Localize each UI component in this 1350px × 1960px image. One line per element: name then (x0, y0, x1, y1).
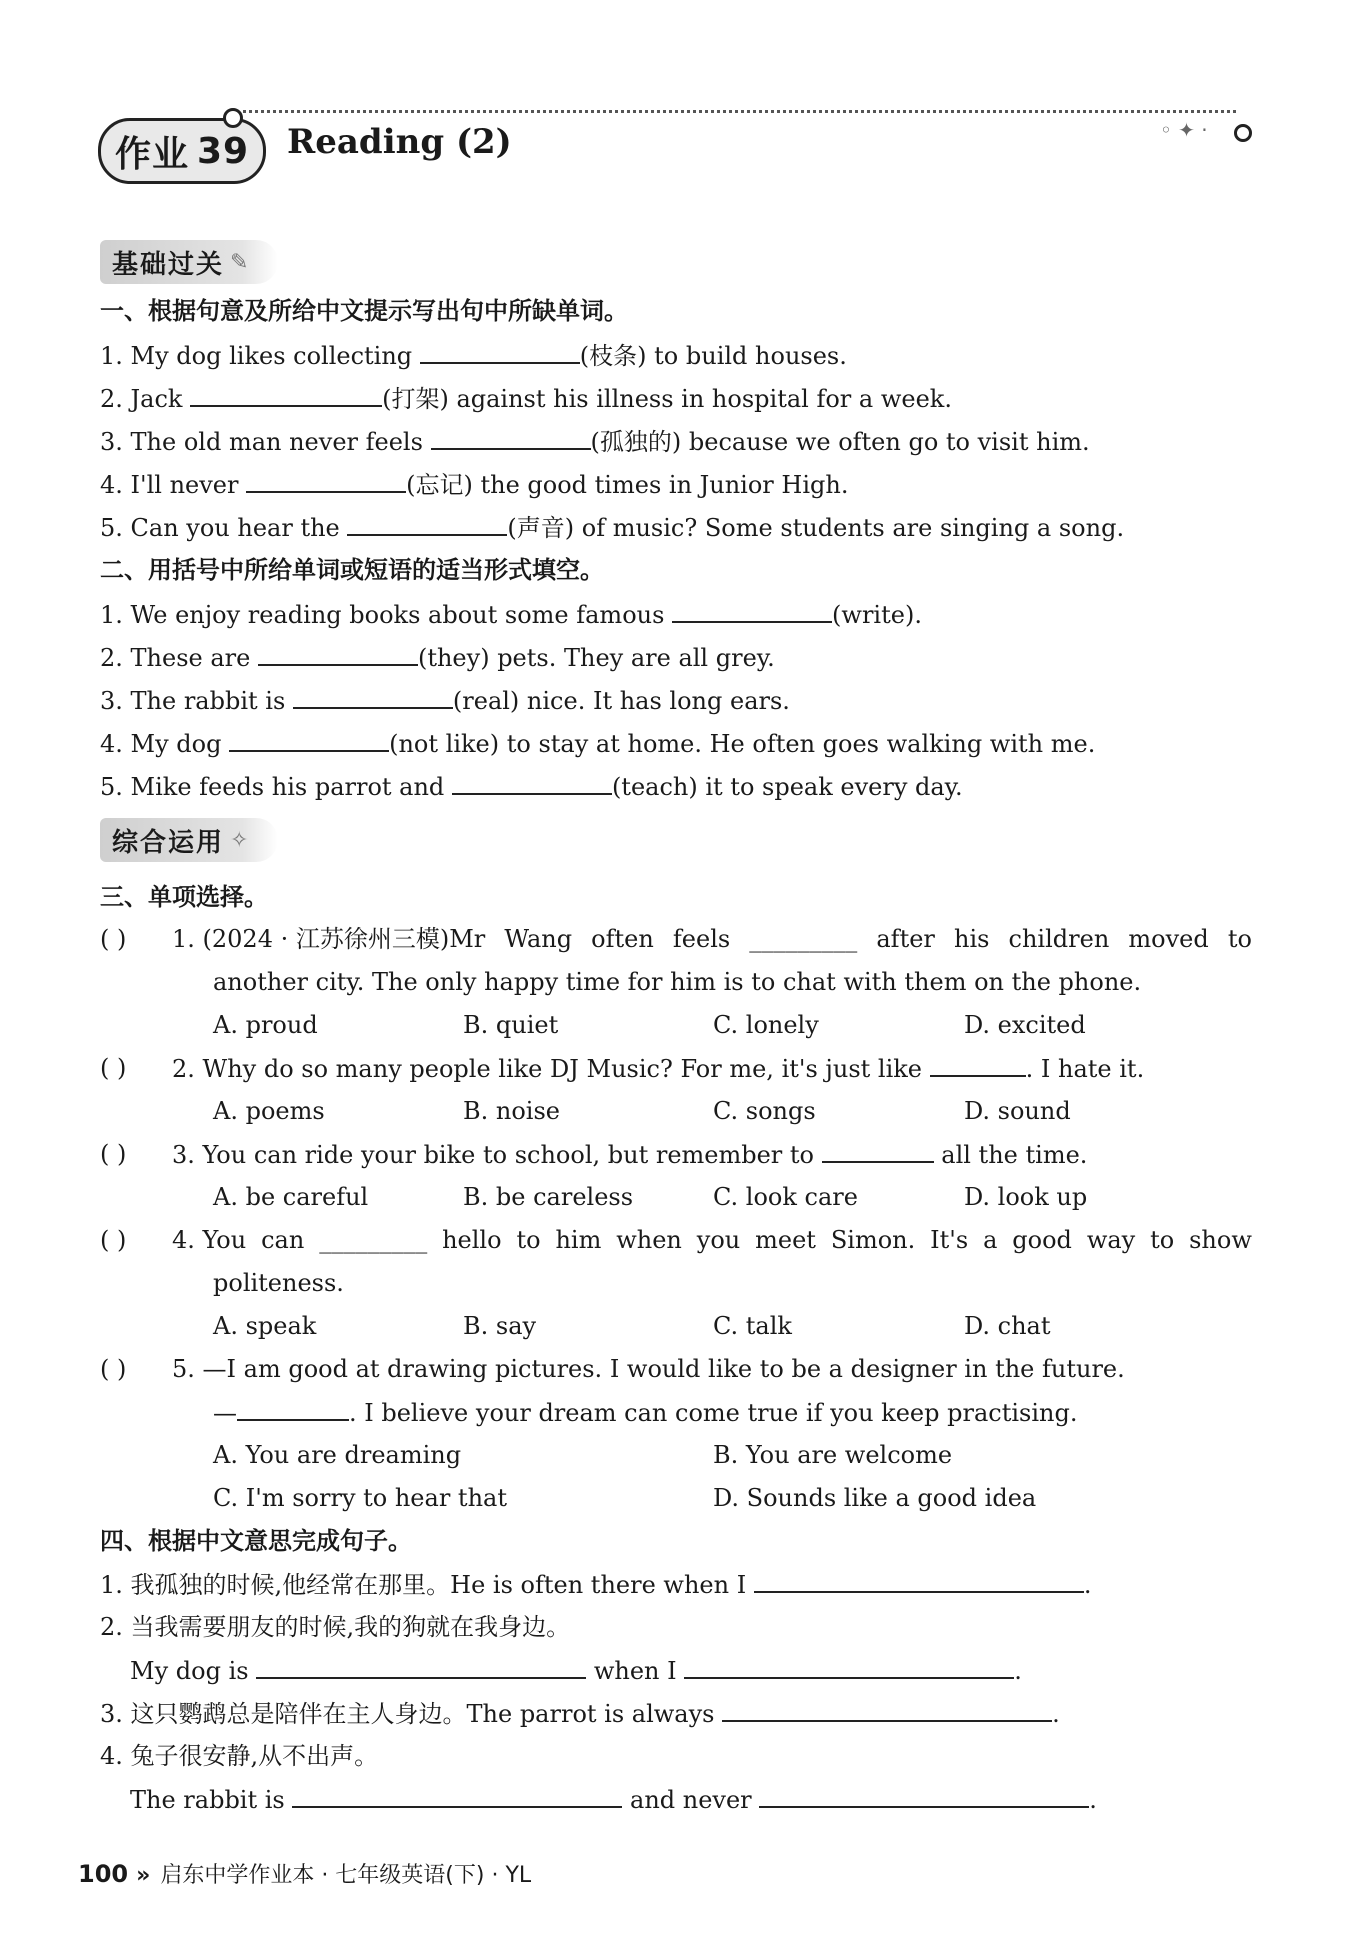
part4-sentence-4-english: The rabbit is and never . (130, 1782, 1097, 1817)
answer-blank[interactable] (822, 1137, 934, 1163)
q4-option-b[interactable]: B. say (463, 1312, 537, 1340)
pencil-icon: ✎ (230, 249, 251, 275)
part1-item-5: 5. Can you hear the (声音) of music? Some students are singing a song. (100, 510, 1124, 545)
badge-number: 39 (196, 130, 250, 172)
answer-blank[interactable] (672, 597, 832, 623)
q5-line2: — . I believe your dream can come true if you keep practising. (213, 1395, 1077, 1430)
answer-blank[interactable] (759, 1782, 1089, 1808)
answer-blank[interactable] (190, 381, 382, 407)
q1-option-b[interactable]: B. quiet (463, 1011, 559, 1039)
header-dotted-line (236, 110, 1236, 113)
part1-item-2: 2. Jack (打架) against his illness in hospital for a week. (100, 381, 952, 416)
answer-blank[interactable] (229, 726, 389, 752)
badge-label: 作业 (114, 133, 189, 175)
part1-item-4: 4. I'll never (忘记) the good times in Junior High. (100, 467, 848, 502)
q5-option-b[interactable]: B. You are welcome (713, 1441, 953, 1469)
q1-option-a[interactable]: A. proud (213, 1011, 318, 1039)
q5-line1: 5. —I am good at drawing pictures. I would like to be a designer in the future. (172, 1355, 1125, 1383)
answer-blank[interactable] (237, 1395, 349, 1421)
answer-blank[interactable] (754, 1567, 1084, 1593)
part2-item-2: 2. These are (they) pets. They are all grey. (100, 640, 775, 675)
book-title: 启东中学作业本 · 七年级英语(下) · YL (160, 1863, 532, 1888)
star-icon: ✧ (230, 827, 251, 853)
part2-item-4: 4. My dog (not like) to stay at home. He often goes walking with me. (100, 726, 1095, 761)
badge-hook-circle (223, 108, 243, 128)
q1-line1: 1. (2024 · 江苏徐州三模)Mr Wang often feels _________ after his children moved to (172, 925, 1252, 953)
section-tag-basics (100, 240, 278, 284)
part4-heading: 四、根据中文意思完成句子。 (100, 1527, 412, 1555)
page-number: 100 (78, 1860, 129, 1888)
q5-option-c[interactable]: C. I'm sorry to hear that (213, 1484, 507, 1512)
answer-paren[interactable]: ( ) (100, 1054, 127, 1082)
answer-blank[interactable] (347, 510, 507, 536)
q2-stem: 2. Why do so many people like DJ Music? For me, it's just like . I hate it. (172, 1051, 1144, 1086)
sparkle-icon: ◦ ✦ · (1160, 118, 1208, 142)
answer-blank[interactable] (684, 1653, 1014, 1679)
part4-sentence-4-chinese: 4. 兔子很安静,从不出声。 (100, 1742, 379, 1770)
page-title: Reading (2) (287, 122, 512, 162)
answer-blank[interactable] (420, 338, 580, 364)
answer-blank[interactable] (292, 1782, 622, 1808)
homework-badge (98, 118, 266, 184)
part2-heading: 二、用括号中所给单词或短语的适当形式填空。 (100, 556, 604, 584)
q1-option-c[interactable]: C. lonely (713, 1011, 819, 1039)
q1-option-d[interactable]: D. excited (964, 1011, 1086, 1039)
part3-heading: 三、单项选择。 (100, 883, 268, 911)
answer-blank[interactable] (246, 467, 406, 493)
q3-option-d[interactable]: D. look up (964, 1183, 1088, 1211)
answer-paren[interactable]: ( ) (100, 1355, 127, 1383)
circle-decoration-icon (1234, 124, 1252, 142)
q3-option-b[interactable]: B. be careless (463, 1183, 634, 1211)
answer-blank[interactable] (256, 1653, 586, 1679)
q4-option-d[interactable]: D. chat (964, 1312, 1051, 1340)
part4-sentence-3: 3. 这只鹦鹉总是陪伴在主人身边。The parrot is always . (100, 1696, 1060, 1731)
page-footer (78, 1858, 531, 1889)
part1-item-1: 1. My dog likes collecting (枝条) to build houses. (100, 338, 847, 373)
answer-blank[interactable] (452, 769, 612, 795)
part4-sentence-2-chinese: 2. 当我需要朋友的时候,我的狗就在我身边。 (100, 1613, 571, 1641)
answer-blank[interactable] (258, 640, 418, 666)
q5-option-d[interactable]: D. Sounds like a good idea (713, 1484, 1037, 1512)
q2-option-b[interactable]: B. noise (463, 1097, 560, 1125)
part1-heading: 一、根据句意及所给中文提示写出句中所缺单词。 (100, 297, 628, 325)
q4-option-c[interactable]: C. talk (713, 1312, 792, 1340)
answer-blank[interactable] (930, 1051, 1026, 1077)
q4-line1: 4. You can _________ hello to him when you meet Simon. It's a good way to show (172, 1226, 1252, 1254)
q2-option-d[interactable]: D. sound (964, 1097, 1071, 1125)
q1-line2: another city. The only happy time for him is to chat with them on the phone. (213, 968, 1142, 996)
part2-item-5: 5. Mike feeds his parrot and (teach) it to speak every day. (100, 769, 963, 804)
answer-blank[interactable] (431, 424, 591, 450)
answer-paren[interactable]: ( ) (100, 1226, 127, 1254)
q3-option-c[interactable]: C. look care (713, 1183, 858, 1211)
q4-line2: politeness. (213, 1269, 344, 1297)
part2-item-1: 1. We enjoy reading books about some famous (write). (100, 597, 922, 632)
q5-option-a[interactable]: A. You are dreaming (213, 1441, 462, 1469)
q3-stem: 3. You can ride your bike to school, but remember to all the time. (172, 1137, 1087, 1172)
answer-blank[interactable] (293, 683, 453, 709)
q2-option-a[interactable]: A. poems (213, 1097, 325, 1125)
section-tag-label: 综合运用 (112, 827, 225, 858)
q2-option-c[interactable]: C. songs (713, 1097, 816, 1125)
q3-option-a[interactable]: A. be careful (213, 1183, 369, 1211)
section-tag-label: 基础过关 (112, 249, 225, 280)
answer-paren[interactable]: ( ) (100, 1140, 127, 1168)
answer-paren[interactable]: ( ) (100, 925, 127, 953)
q4-option-a[interactable]: A. speak (213, 1312, 317, 1340)
double-chevron-icon: » (136, 1863, 151, 1888)
part2-item-3: 3. The rabbit is (real) nice. It has long ears. (100, 683, 790, 718)
answer-blank[interactable] (722, 1696, 1052, 1722)
section-tag-application (100, 818, 278, 862)
part1-item-3: 3. The old man never feels (孤独的) because we often go to visit him. (100, 424, 1090, 459)
part4-sentence-1: 1. 我孤独的时候,他经常在那里。He is often there when I . (100, 1567, 1091, 1602)
part4-sentence-2-english: My dog is when I . (130, 1653, 1022, 1688)
